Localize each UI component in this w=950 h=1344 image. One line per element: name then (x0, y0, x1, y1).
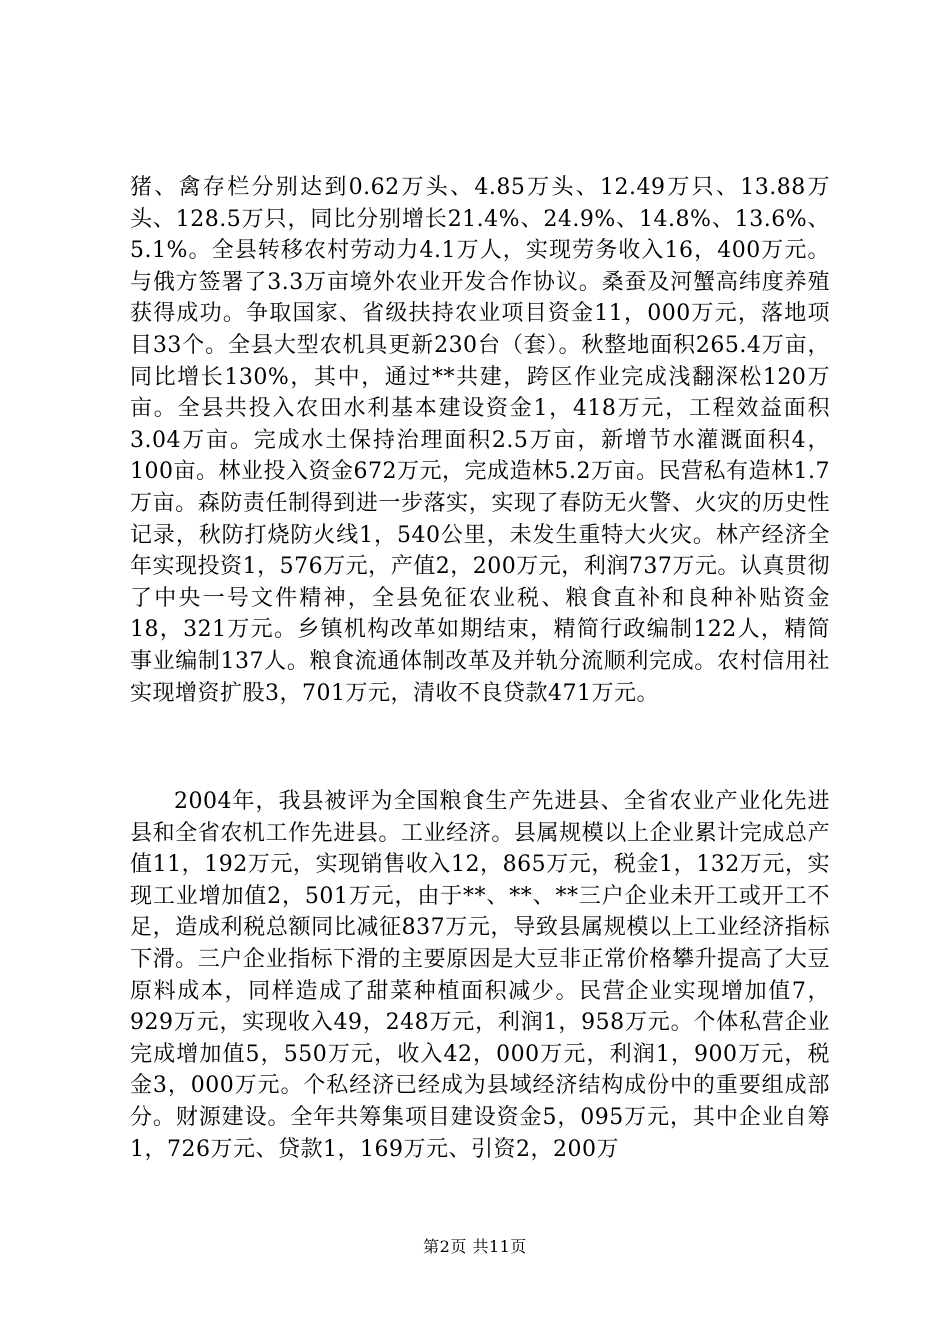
body-paragraph-industry: 2004年，我县被评为全国粮食生产先进县、全省农业产业化先进县和全省农机工作先进县。工业经济。县属规模以上企业累计完成总产值11，192万元，实现销售收入12，865万元，税金1，132万元，实现工业增加值2，501万元，由于**、**、**三户企业未开工或开工不足，造成利税总额同比减征837万元，导致县属规模以上工业经济指标下滑。三户企业指标下滑的主要原因是大豆非正常价格攀升提高了大豆原料成本，同样造成了甜菜种植面积减少。民营企业实现增加值7，929万元，实现收入49，248万元，利润1，958万元。个体私营企业完成增加值5，550万元，收入42，000万元，利润1，900万元，税金3，000万元。个私经济已经成为县域经济结构成份中的重要组成部分。财源建设。全年共筹集项目建设资金5，095万元，其中企业自筹1，726万元、贷款1，169万元、引资2，200万 (130, 789, 830, 1162)
page-number-footer: 第2页 共11页 (423, 1237, 527, 1256)
body-paragraph-agriculture: 猪、禽存栏分别达到0.62万头、4.85万头、12.49万只、13.88万头、128.5万只，同比分别增长21.4%、24.9%、14.8%、13.6%、5.1%。全县转移农村劳动力4.1万人，实现劳务收入16，400万元。与俄方签署了3.3万亩境外农业开发合作协议。桑蚕及河蟹高纬度养殖获得成功。争取国家、省级扶持农业项目资金11，000万元，落地项目33个。全县大型农机具更新230台（套）。秋整地面积265.4万亩，同比增长130%，其中，通过**共建，跨区作业完成浅翻深松120万亩。全县共投入农田水利基本建设资金1，418万元，工程效益面积3.04万亩。完成水土保持治理面积2.5万亩，新增节水灌溉面积4，100亩。林业投入资金672万元，完成造林5.2万亩。民营私有造林1.7万亩。森防责任制得到进一步落实，实现了春防无火警、火灾的历史性记录，秋防打烧防火线1，540公里，未发生重特大火灾。林产经济全年实现投资1，576万元，产值2，200万元，利润737万元。认真贯彻了中央一号文件精神，全县免征农业税、粮食直补和良种补贴资金18，321万元。乡镇机构改革如期结束，精简行政编制122人，精简事业编制137人。粮食流通体制改革及并轨分流顺利完成。农村信用社实现增资扩股3，701万元，清收不良贷款471万元。 (130, 175, 830, 706)
